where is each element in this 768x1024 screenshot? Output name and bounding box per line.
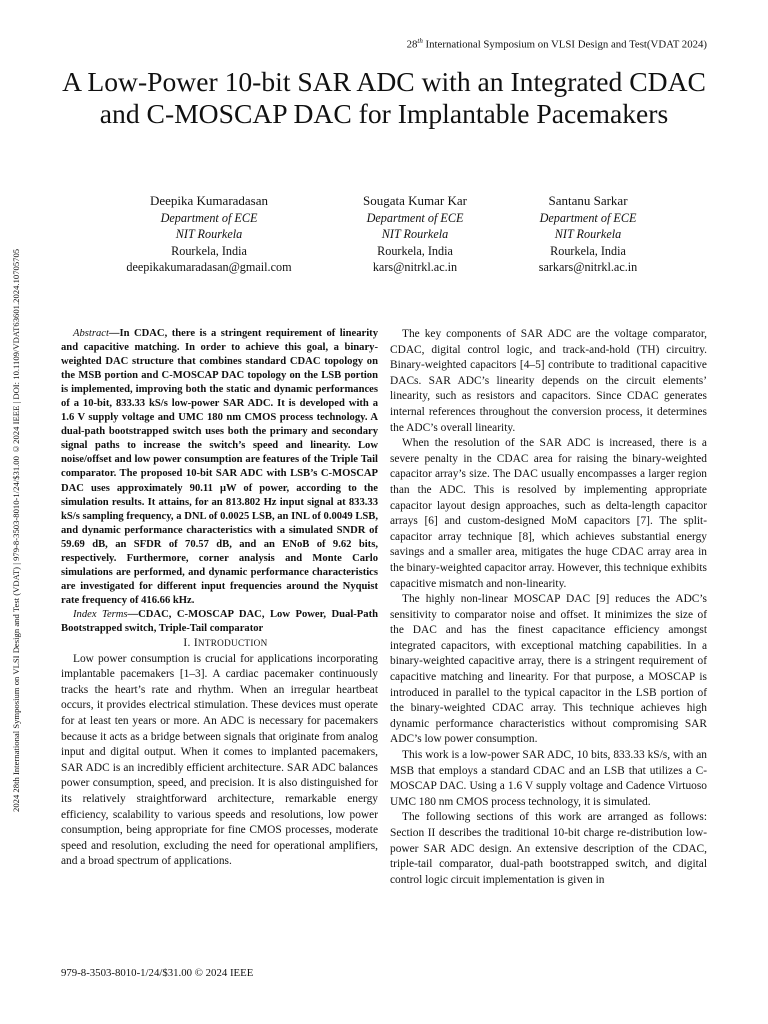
author-location: Rourkela, India <box>550 243 626 258</box>
conference-name: International Symposium on VLSI Design and Test(VDAT 2024) <box>422 38 707 51</box>
author-block-1 <box>99 193 319 275</box>
abstract <box>61 327 378 608</box>
index-terms-text: —CDAC, C-MOSCAP DAC, Low Power, Dual-Path Bootstrapped switch, Triple-Tail comparator <box>61 608 378 634</box>
author-location: Rourkela, India <box>171 243 247 258</box>
author-email: sarkars@nitrkl.ac.in <box>538 259 638 274</box>
author-name: Sougata Kumar Kar <box>363 193 467 208</box>
abstract-label: Abstract <box>73 328 109 339</box>
conference-header <box>407 37 707 51</box>
author-name: Deepika Kumaradasan <box>149 193 269 208</box>
body-paragraph: The key components of SAR ADC are the voltage comparator, CDAC, digital control logic, and track-and-hold (TH) circuitry. Binary-weighted capacitors [4–5] contribute to traditional capacitive DACs. SAR ADC’s linearity depends on the circuit elements’ linearity, such as resistors and capacitors. Since CDAC generates internal references throughout the conversion process, it determines the ADC’s overall linearity. <box>390 328 707 434</box>
conference-ordinal-suffix: th <box>417 37 423 45</box>
index-terms <box>61 608 378 636</box>
conference-number: 28 <box>406 38 418 51</box>
intro-paragraph: Low power consumption is crucial for applications incorporating implantable pacemakers [1–3]. A cardiac pacemaker continuously tracks the heart’s rate and rhythm. When an irregular heartbeat occurs, it provides electrical stimulation. These devices must operate for at least ten years or more. An ADC is necessary for pacemakers because it acts as a bridge between signals that originate from analog input and digital output. When it comes to implanted pacemakers, SAR ADC is an incredibly efficient architecture. SAR ADC balances power consumption, speed, and precision. It is also distinguished for its relatively straightforward architecture, remarkable energy efficiency, scalability to various speeds and resolutions, low power consumption, being appropriate for fine CMOS processes, moderate speed and resolution, excluding the need for operational amplifiers, and a broad spectrum of applications. <box>61 652 378 868</box>
section-numeral: I. <box>183 637 194 650</box>
author-email: deepikakumaradasan@gmail.com <box>126 259 292 274</box>
author-department: Department of ECE <box>160 211 258 226</box>
author-institution: NIT Rourkela <box>554 227 622 242</box>
body-paragraph: The following sections of this work are arranged as follows: Section II describes the traditional 10-bit charge re-distribution low-power SAR ADC design. An extensive description of the CDAC, triple-tail comparator, dual-path bootstrapped switch, and digital control logic circuit implementation is given in <box>390 811 707 886</box>
author-block-3 <box>478 193 698 275</box>
section-heading-initial: I <box>193 637 198 650</box>
author-location: Rourkela, India <box>377 243 453 258</box>
side-margin-citation: 2024 28th International Symposium on VLSI Design and Test (VDAT) | 979-8-3503-8010-1/24/$31.00 ©2024 IEEE | DOI: 10.1109/VDAT63601.2024.10705705 <box>11 248 21 812</box>
author-email: kars@nitrkl.ac.in <box>372 259 458 274</box>
left-column <box>61 327 378 870</box>
paper-title: A Low-Power 10-bit SAR ADC with an Integrated CDAC and C-MOSCAP DAC for Implantable Pacemakers <box>62 66 706 129</box>
right-column <box>390 327 707 888</box>
author-department: Department of ECE <box>539 211 637 226</box>
body-paragraph: When the resolution of the SAR ADC is increased, there is a severe penalty in the CDAC area for raising the binary-weighted capacitor array’s size. The DAC usually encompasses a larger region than the ADC. This is resolved by implementing appropriate capacitor layout design approaches, such as delta-length capacitor arrays [6] and custom-designed MoM capacitors [7]. The split-capacitor array technique [8], which achieves substantial energy savings and a smaller area, mitigates the huge CDAC array area in the binary-weighted capacitor array. However, this technique exhibits capacitive mismatch and non-linearity. <box>390 437 707 590</box>
section-heading-rest: NTRODUCTION <box>197 638 268 649</box>
author-institution: NIT Rourkela <box>175 227 243 242</box>
index-terms-label: Index Terms <box>73 608 128 620</box>
body-paragraph: The highly non-linear MOSCAP DAC [9] reduces the ADC’s sensitivity to comparator noise and offset. It minimizes the size of the DAC and has the finest capacitance efficiency amongst integrated capacitors, with exceptional matching capabilities. In a binary-weighted capacitive array, there is a stringent requirement of capacitive matching and linearity. For that purpose, a MOSCAP is introduced in parallel to the typical capacitor in the LSB portion of the binary-weighted CDAC array. This technique achieves high dynamic performance characteristics without compromising SAR ADC’s low power consumption. <box>390 593 707 746</box>
author-name: Santanu Sarkar <box>548 193 628 208</box>
abstract-text: —In CDAC, there is a stringent requirement of linearity and capacitive matching. In order to achieve this goal, a binary-weighted DAC structure that combines standard CDAC topology on the MSB portion and C-MOSCAP DAC topology on the LSB portion is implemented, improving both the static and dynamic performances of a 10-bit, 833.33 kS/s low-power SAR ADC. It is developed with a 1.6 V supply voltage and UMC 180 nm CMOS process technology. A dual-path bootstrapped switch uses both the primary and secondary signal paths to increase the switch’s speed and linearity. Low noise/offset and low power consumption are features of the Triple Tail comparator. The proposed 10-bit SAR ADC with LSB’s C-MOSCAP DAC uses approximately 90.11 μW of power, according to the simulation results. It attains, for an 813.802 Hz input signal at 833.33 kS/s sampling frequency, a DNL of 0.0025 LSB, an INL of 0.0049 LSB, and dynamic performance characteristics with a simulated SNDR of 59.69 dB, an SFDR of 70.57 dB, and an ENoB of 9.62 bits, respectively. Furthermore, corner analysis and Monte Carlo simulations are performed, and dynamic performance characteristics are investigated for different input frequencies around the Nyquist rate frequency of 416.66 kHz. <box>61 328 378 606</box>
body-paragraph: This work is a low-power SAR ADC, 10 bits, 833.33 kS/s, with an MSB that employs a standard CDAC and an LSB that utilizes a C-MOSCAP DAC. Using a 1.6 V supply voltage and Cadence Virtuoso UMC 180 nm CMOS process technology, it is simulated. <box>390 749 707 808</box>
author-institution: NIT Rourkela <box>381 227 449 242</box>
copyright-footer: 979-8-3503-8010-1/24/$31.00 © 2024 IEEE <box>61 967 254 979</box>
author-department: Department of ECE <box>366 211 464 226</box>
section-heading-introduction <box>61 636 378 652</box>
